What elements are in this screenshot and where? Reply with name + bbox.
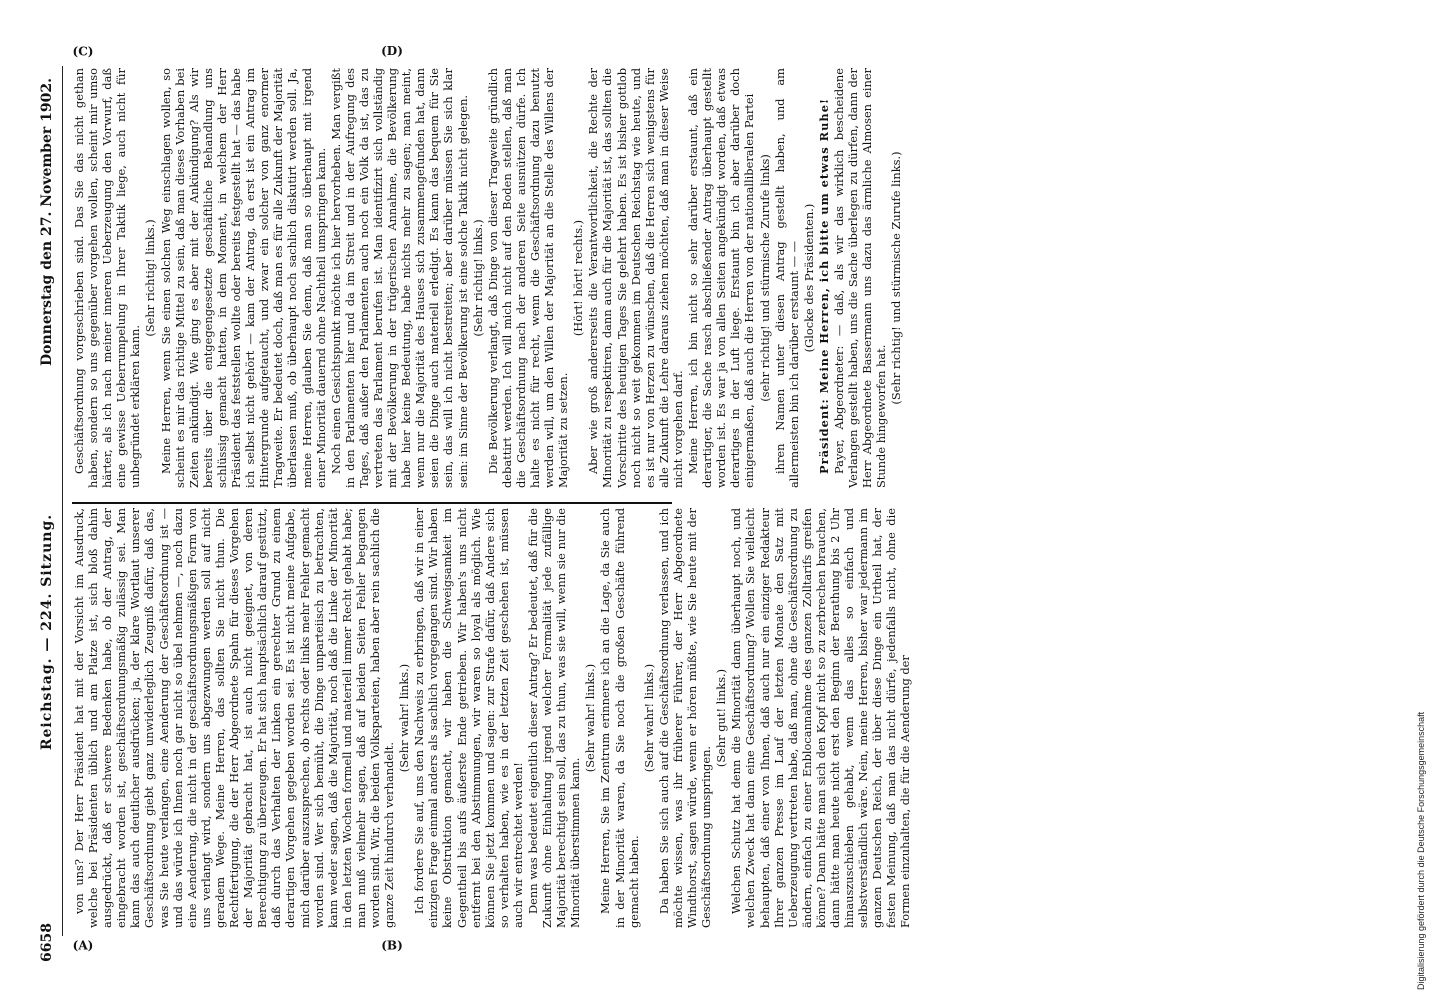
interjection: (Sehr wahr! links.) (397, 663, 412, 773)
session-date: Donnerstag den 27. November 1902. (39, 78, 55, 366)
interjection: (Sehr gut! links.) (714, 668, 729, 768)
interjection: (Sehr richtig! links.) (470, 219, 485, 337)
interjection: (sehr richtig! und stürmische Zurufe links) (757, 154, 772, 402)
paragraph: Meine Herren, ich bin nicht so sehr darüber erstaunt, daß ein derartiger, die Sache rasch abschließender Antrag überhaupt gestellt worden ist. Es war ja von allen Seiten angekündigt worden, daß etwas derartiges in der Luft liege. Erstaunt bin ich aber darüber doch einigermaßen, daß auch die Herren von der nationalliberalen Partei (686, 68, 757, 488)
paragraph: Noch einen Gesichtspunkt möchte ich hier hervorheben. Man vergißt in den Parlamenten hier und da im Streit und in der Aufregung des Tages, daß außer den Parlamenten auch noch ein Volk da ist, das zu vertreten das Parlament berufen ist. Man identifizirt sich vollständig mit der Bevölkerung in der trügerischen Annahme, die Bevölkerung habe hier keine Bedeutung, habe nichts mehr zu sagen; man meint, wenn nur die Majorität des Hauses sich zusammengefunden hat, dann seien die Dinge auch materiell erledigt. Es kann das bequem für Sie sein, das will ich nicht bestreiten; aber darüber müssen Sie sich klar sein: im Sinne der Bevölkerung ist eine solche Taktik nicht gelegen. (328, 68, 470, 488)
interjection: (Glocke des Präsidenten.) (801, 203, 816, 353)
interjection: (Sehr wahr! links.) (583, 663, 598, 773)
paragraph: Geschäftsordnung vorgeschrieben sind. Das Sie das nicht gethan haben, sondern so uns gegenüber vorgehen wollen, scheint mir umso härter, als ich nach meiner inneren Ueberzeugung den Vorwurf, daß eine gewisse Ueberrumpelung in Ihrer Taktik liege, auch nicht für unbegründet erklären kann. (72, 68, 143, 488)
interjection: (Sehr wahr! links.) (641, 663, 656, 773)
paragraph: Ich fordere Sie auf, uns den Nachweis zu erbringen, daß wir in einer einzigen Frage einmal anders als sachlich vorgegangen sind. Wir haben keine Obstruktion gemacht, wir haben die Schweigsamkeit im Gegentheil bis aufs äußerste Ende getrieben. Wir haben's uns nicht entfernt bei den Abstimmungen, wir waren so loyal als möglich. Wie können Sie jetzt kommen und sagen: zur Strafe dafür, daß Andere sich so verhalten haben, wie es in der letzten Zeit geschehen ist, müssen auch wir entrechtet werden! (412, 508, 525, 928)
margin-marker-d: (D) (381, 44, 403, 59)
column-divider (72, 502, 672, 504)
interjection: (Sehr richtig! und stürmische Zurufe links.) (889, 151, 904, 405)
page-number: 6658 (39, 923, 55, 962)
page-title: Reichstag. — 224. Sitzung. (39, 513, 55, 751)
right-text-column (72, 68, 904, 488)
paragraph: Denn was bedeutet eigentlich dieser Antrag? Er bedeutet, daß für die Zukunft ohne Einhaltung irgend welcher Formalität jede zufällige Majorität berechtigt sein soll, das zu thun, was sie will, wenn sie nur die Minorität überstimmen kann. (526, 508, 583, 928)
speaker-line: Präsident: Meine Herren, ich bitte um etwas Ruhe! (816, 98, 831, 474)
digitization-note (1416, 10, 1430, 990)
paragraph: von uns? Der Herr Präsident hat mit der Vorsicht im Ausdruck, welche bei Präsidenten üblich und am Platze ist, sich bloß dahin ausgedrückt, daß er schwere Bedenken habe, ob der Antrag, der eingebracht worden ist, geschäftsordnungsmäßig zulässig sei. Man kann das auch deutlicher ausdrücken; ja, der klare Wortlaut unserer Geschäftsordnung giebt ganz unwiderleglich Zeugniß dafür, daß das, was Sie heute verlangen, eine Aenderung der Geschäftsordnung ist — und das würde ich Ihnen noch gar nicht so übel nehmen —, noch dazu eine Aenderung, die nicht in der geschäftsordnungsmäßigen Form von uns verlangt wird, sondern uns abgezwungen werden soll auf nicht geradem Wege. Meine Herren, das sollten Sie nicht thun. Die Rechtfertigung, die der Herr Abgeordnete Spahn für dieses Vorgehen der Majorität gebracht hat, ist auch nicht geeignet, von deren Berechtigung zu überzeugen. Er hat sich hauptsächlich darauf gestützt, daß durch das Verhalten der Linken ein gerechter Grund zu einem derartigen Vorgehen gegeben worden sei. Es ist nicht meine Aufgabe, mich darüber auszusprechen, ob rechts oder links mehr Fehler gemacht worden sind. Wer sich bemüht, die Dinge unparteiisch zu betrachten, kann weder sagen, daß die Majorität, noch daß die Linke der Minorität in den letzten Wochen formell und materiell immer Recht gehabt habe; man muß vielmehr sagen, daß auf beiden Seiten Fehler begangen worden sind. Wir, die beiden Volksparteien, haben aber rein sachlich die ganze Zeit hindurch verhandelt. (72, 508, 397, 928)
left-text-column (72, 508, 913, 928)
page-header (36, 32, 58, 962)
interjection: (Sehr richtig! links.) (143, 219, 158, 337)
paragraph: ihren Namen unter diesen Antrag gestellt haben, und am allermeisten bin ich darüber erstaunt — — (772, 68, 801, 488)
paragraph: Aber wie groß andererseits die Verantwortlichkeit, die Rechte der Minorität zu respektiren, dann auch für die Majorität ist, das sollten die Vorschritte des heutigen Tages Sie gelehrt haben. Es ist bisher gottlob noch nicht so weit gekommen im Deutschen Reichstag wie heute, und es ist nur von Herzen zu wünschen, daß die Herren sich wenigstens für alle Zukunft die Lehre daraus ziehen möchten, daß man in dieser Weise nicht vorgehen darf. (586, 68, 685, 488)
paragraph: Welchen Schutz hat denn die Minorität dann überhaupt noch, und welchen Zweck hat dann eine Geschäftsordnung? Wollen Sie vielleicht behaupten, daß einer von Ihnen, daß auch nur ein einziger Redakteur Ihrer ganzen Presse im Lauf der letzten Monate den Satz mit Ueberzeugung vertreten habe, daß man, ohne die Geschäftsordnung zu ändern, einfach zu einer Enblocannahme des ganzen Zolltarifs greifen könne? Dann hätte man sich den Kopf nicht so zu zerbrechen brauchen, dann hätte man heute nicht erst den Beginn der Berathung bis 2 Uhr hinauszuschieben gehabt, wenn das alles so einfach und selbstverständlich wäre. Nein, meine Herren, bisher war jedermann im ganzen Deutschen Reich, der über diese Dinge ein Urtheil hat, der festen Meinung, daß man das nicht dürfe, jedenfalls nicht, ohne die Formen einzuhalten, die für die Aenderung der (729, 508, 913, 928)
paragraph: Meine Herren, wenn Sie einen solchen Weg einschlagen wollen, so scheint es mir das richtige Mittel zu sein, daß man dieses Vorhaben bei Zeiten ankündigt. Wie ging es aber mit der Ankündigung? Als wir bereits über die entgegengesetzte geschäftliche Behandlung uns schlüssig gemacht hatten, in dem Moment, in welchem der Herr Präsident das feststellen wollte oder bereits festgestellt hat — das habe ich selbst nicht gehört — kam der Antrag, da erst ist ein Antrag im Hintergrunde aufgetaucht, und zwar ein solcher von ganz enormer Tragweite. Er bedeutet doch, daß man es für alle Zukunft der Majorität überlassen muß, ob überhaupt noch sachlich diskutirt werden soll. Ja, meine Herren, glauben Sie denn, daß man so überhaupt mit irgend einer Minorität dauernd ohne Nachtheil umspringen kann. (158, 68, 328, 488)
margin-marker-b: (B) (381, 938, 403, 953)
interjection: (Hört! hört! rechts.) (571, 219, 586, 337)
paragraph: Meine Herren, Sie im Zentrum erinnere ich an die Lage, da Sie auch in der Minorität waren, da Sie noch die großen Geschäfte führend gemacht haben. (598, 508, 641, 928)
header-rule (62, 66, 63, 936)
digitization-note-text: Digitalisierung gefördert durch die Deutsche Forschungsgemeinschaft (1416, 711, 1426, 990)
margin-marker-a: (A) (72, 938, 94, 953)
paragraph: Da haben Sie sich auch auf die Geschäftsordnung verlassen, und ich möchte wissen, was ihr früherer Führer, der Herr Abgeordnete Windthorst, sagen würde, wenn er hören müßte, wie Sie heute mit der Geschäftsordnung umspringen. (656, 508, 714, 928)
margin-marker-c: (C) (72, 44, 94, 59)
paragraph: Payer, Abgeordneter: — daß, als wir das wirklich bescheidene Verlangen gestellt haben, uns die Sache überlegen zu dürfen, dann der Herr Abgeordnete Bassermann uns dazu das ärmliche Almosen einer Stunde hingeworfen hat. (831, 68, 889, 488)
paragraph: Die Bevölkerung verlangt, daß Dinge von dieser Tragweite gründlich debattirt werden. Ich will mich nicht auf den Boden stellen, daß man die Geschäftsordnung nach der anderen Seite ausnützen dürfe. Ich halte es nicht für recht, wenn die Geschäftsordnung dazu benutzt werden will, um den Willen der Majorität an die Stelle des Willens der Majorität zu setzen. (485, 68, 571, 488)
